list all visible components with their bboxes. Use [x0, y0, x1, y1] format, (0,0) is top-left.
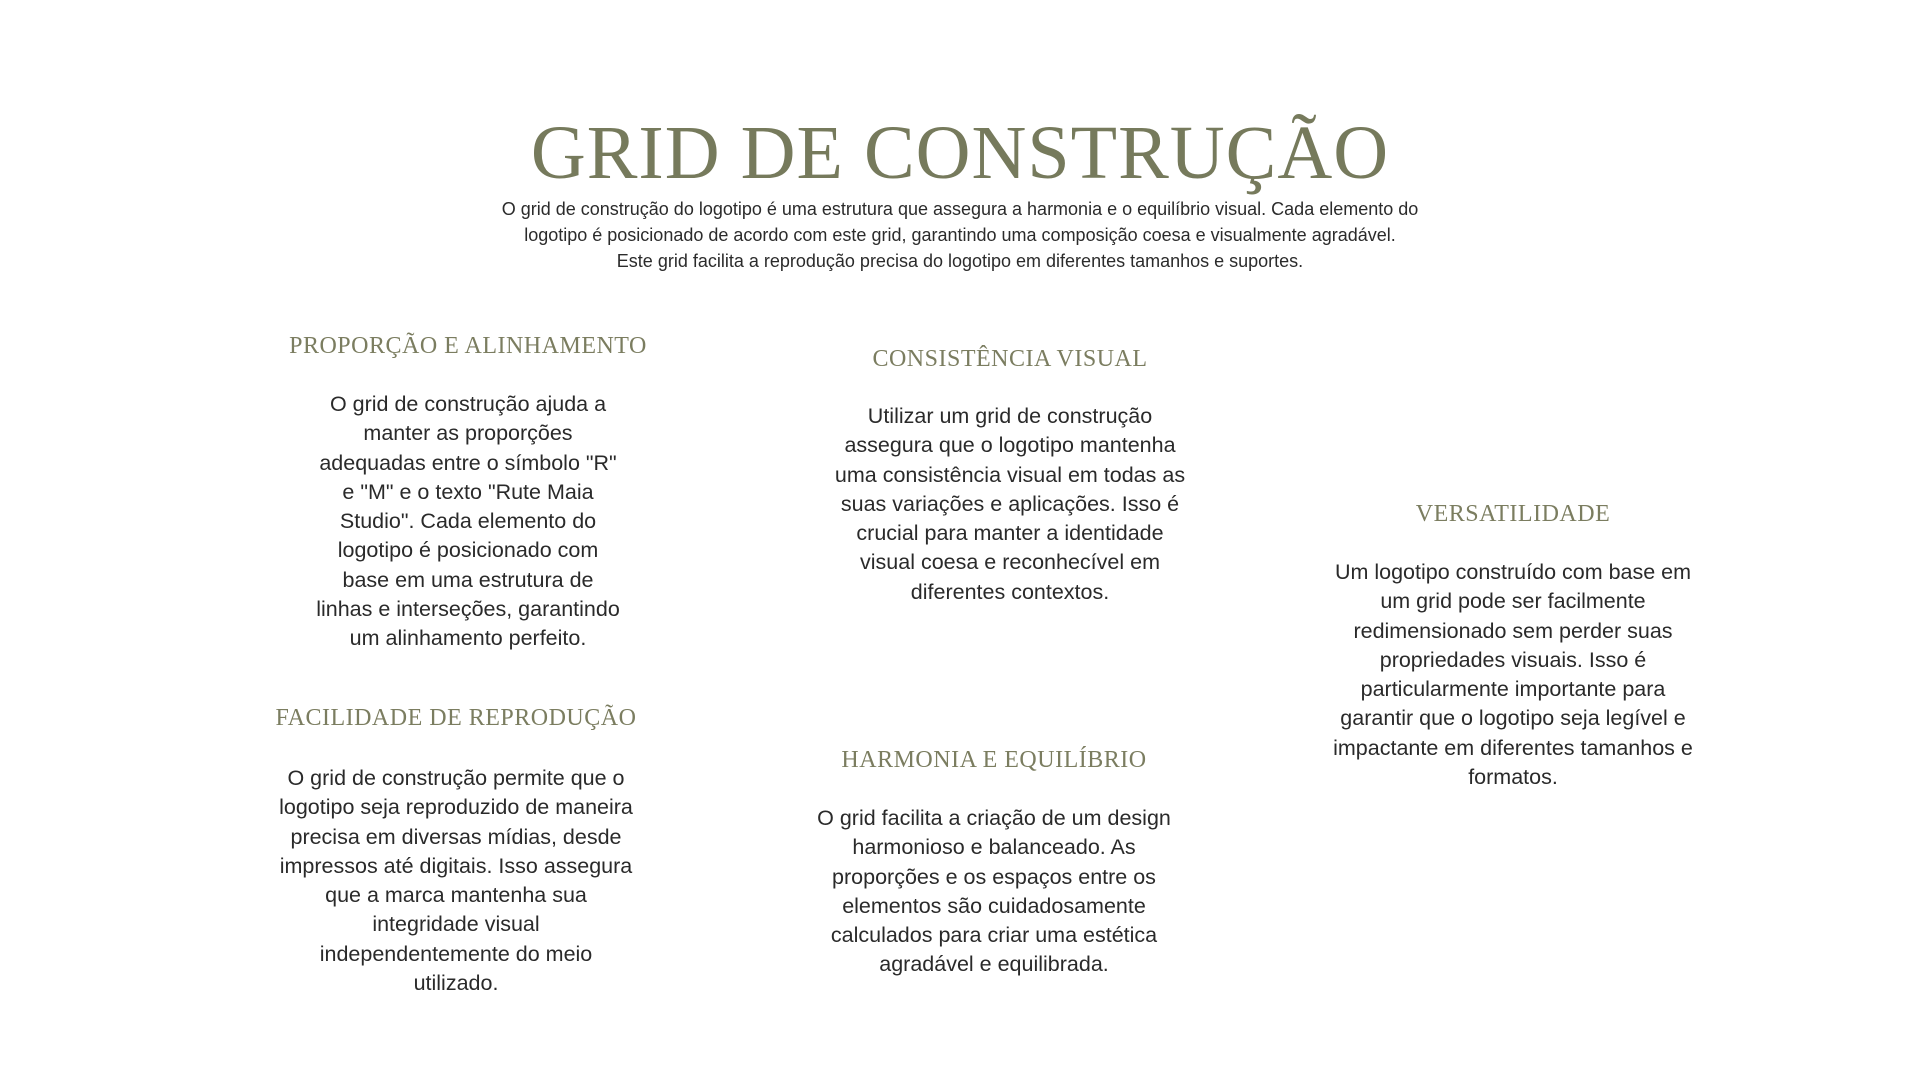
intro-line: O grid de construção do logotipo é uma estrutura que assegura a harmonia e o equilíbrio visual. Cada elemento do [501, 199, 1419, 219]
section-heading: CONSISTÊNCIA VISUAL [872, 346, 1148, 372]
section-consistencia-visual [810, 344, 1210, 607]
section-body: Um logotipo construído com base em um grid pode ser facilmente redimensionado sem perder suas propriedades visuais. Isso é particularmente importante para garantir que o logotipo seja legível e impactante em diferentes tamanhos e formatos. [1333, 560, 1693, 790]
section-heading: VERSATILIDADE [1415, 501, 1611, 527]
section-proporcao-alinhamento [268, 331, 668, 654]
section-versatilidade [1313, 499, 1713, 792]
section-harmonia-equilibrio [794, 745, 1194, 980]
section-facilidade-reproducao [256, 703, 656, 998]
section-body: Utilizar um grid de construção assegura que o logotipo mantenha uma consistência visual em todas as suas variações e aplicações. Isso é crucial para manter a identidade visual coesa e reconhecível em diferentes contextos. [834, 404, 1186, 604]
section-body: O grid facilita a criação de um design harmonioso e balanceado. As proporções e os espaços entre os elementos são cuidadosamente calculados para criar uma estética agradável e equilibrada. [817, 806, 1171, 977]
section-heading: PROPORÇÃO E ALINHAMENTO [289, 333, 647, 359]
section-heading: FACILIDADE DE REPRODUÇÃO [275, 705, 637, 731]
intro-line: Este grid facilita a reprodução precisa do logotipo em diferentes tamanhos e suportes. [616, 251, 1304, 271]
section-body: O grid de construção permite que o logotipo seja reproduzido de maneira precisa em diversas mídias, desde impressos até digitais. Isso assegura que a marca mantenha sua integridade visual independentemente do meio utilizado. [279, 766, 633, 996]
intro-paragraph [440, 196, 1480, 274]
page-title: GRID DE CONSTRUÇÃO [530, 111, 1390, 195]
section-body: O grid de construção ajuda a manter as proporções adequadas entre o símbolo "R" e "M" e o texto "Rute Maia Studio". Cada elemento do logotipo é posicionado com base em uma estrutura de linhas e interseções, garantindo um alinhamento perfeito. [316, 392, 620, 651]
section-heading: HARMONIA E EQUILÍBRIO [841, 747, 1147, 773]
intro-line: logotipo é posicionado de acordo com este grid, garantindo uma composição coesa e visualmente agradável. [524, 225, 1396, 245]
